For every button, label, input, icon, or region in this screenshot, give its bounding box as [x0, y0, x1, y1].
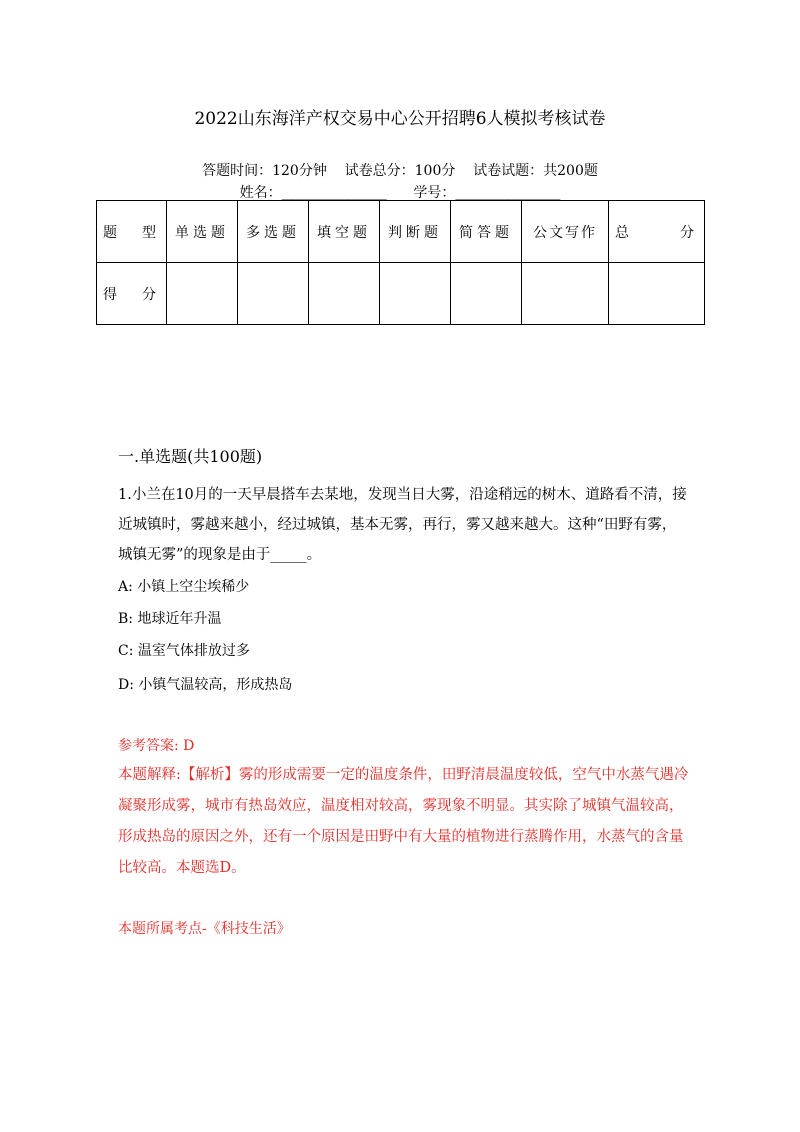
table-cell: 总 分: [609, 201, 705, 263]
option-b: B: 地球近年升温: [118, 611, 222, 627]
score-table-header-row: [97, 201, 705, 263]
answer-explanation: 本题解释:【解析】雾的形成需要一定的温度条件，田野清晨温度较低，空气中水蒸气遇冷凝聚形成雾，城市有热岛效应，温度相对较高，雾现象不明显。其实除了城镇气温较高，形成热岛的原因之外，还有一个原因是田野中有大量的植物进行蒸腾作用，水蒸气的含量比较高。本题选D。: [118, 767, 689, 876]
reference-answer: 参考答案: D: [118, 738, 195, 754]
table-cell: 判断题: [380, 201, 451, 263]
score-cell[interactable]: [609, 263, 705, 325]
option-a: A: 小镇上空尘埃稀少: [118, 579, 250, 595]
score-cell[interactable]: [380, 263, 451, 325]
option-c: C: 温室气体排放过多: [118, 643, 250, 659]
question-text: 1.小兰在10月的一天早晨搭车去某地，发现当日大雾，沿途稍远的树木、道路看不清，接近城镇时，雾越来越小，经过城镇，基本无雾，再行，雾又越来越大。这种“田野有雾，城镇无雾”的现象是由于_____。: [118, 487, 687, 563]
table-cell: 单选题: [167, 201, 238, 263]
table-cell: 得 分: [97, 263, 167, 325]
table-cell: 填空题: [309, 201, 380, 263]
score-cell[interactable]: [522, 263, 609, 325]
score-cell[interactable]: [451, 263, 522, 325]
topic-label: 本题所属考点-《科技生活》: [118, 921, 291, 937]
exam-title: 2022山东海洋产权交易中心公开招聘6人模拟考核试卷: [194, 109, 606, 129]
score-cell[interactable]: [309, 263, 380, 325]
table-cell: 公文写作: [522, 201, 609, 263]
table-cell: 简答题: [451, 201, 522, 263]
student-info-line: 姓名：_______________ 学号：_______________: [239, 185, 561, 201]
table-cell: 题 型: [97, 201, 167, 263]
score-cell[interactable]: [167, 263, 238, 325]
score-table: [96, 200, 705, 325]
section-title: 一.单选题(共100题): [118, 447, 263, 466]
score-table-score-row: [97, 263, 705, 325]
score-cell[interactable]: [238, 263, 309, 325]
exam-meta-line: 答题时间：120分钟 试卷总分：100分 试卷试题：共200题: [202, 163, 598, 179]
option-d: D: 小镇气温较高，形成热岛: [118, 677, 293, 693]
table-cell: 多选题: [238, 201, 309, 263]
